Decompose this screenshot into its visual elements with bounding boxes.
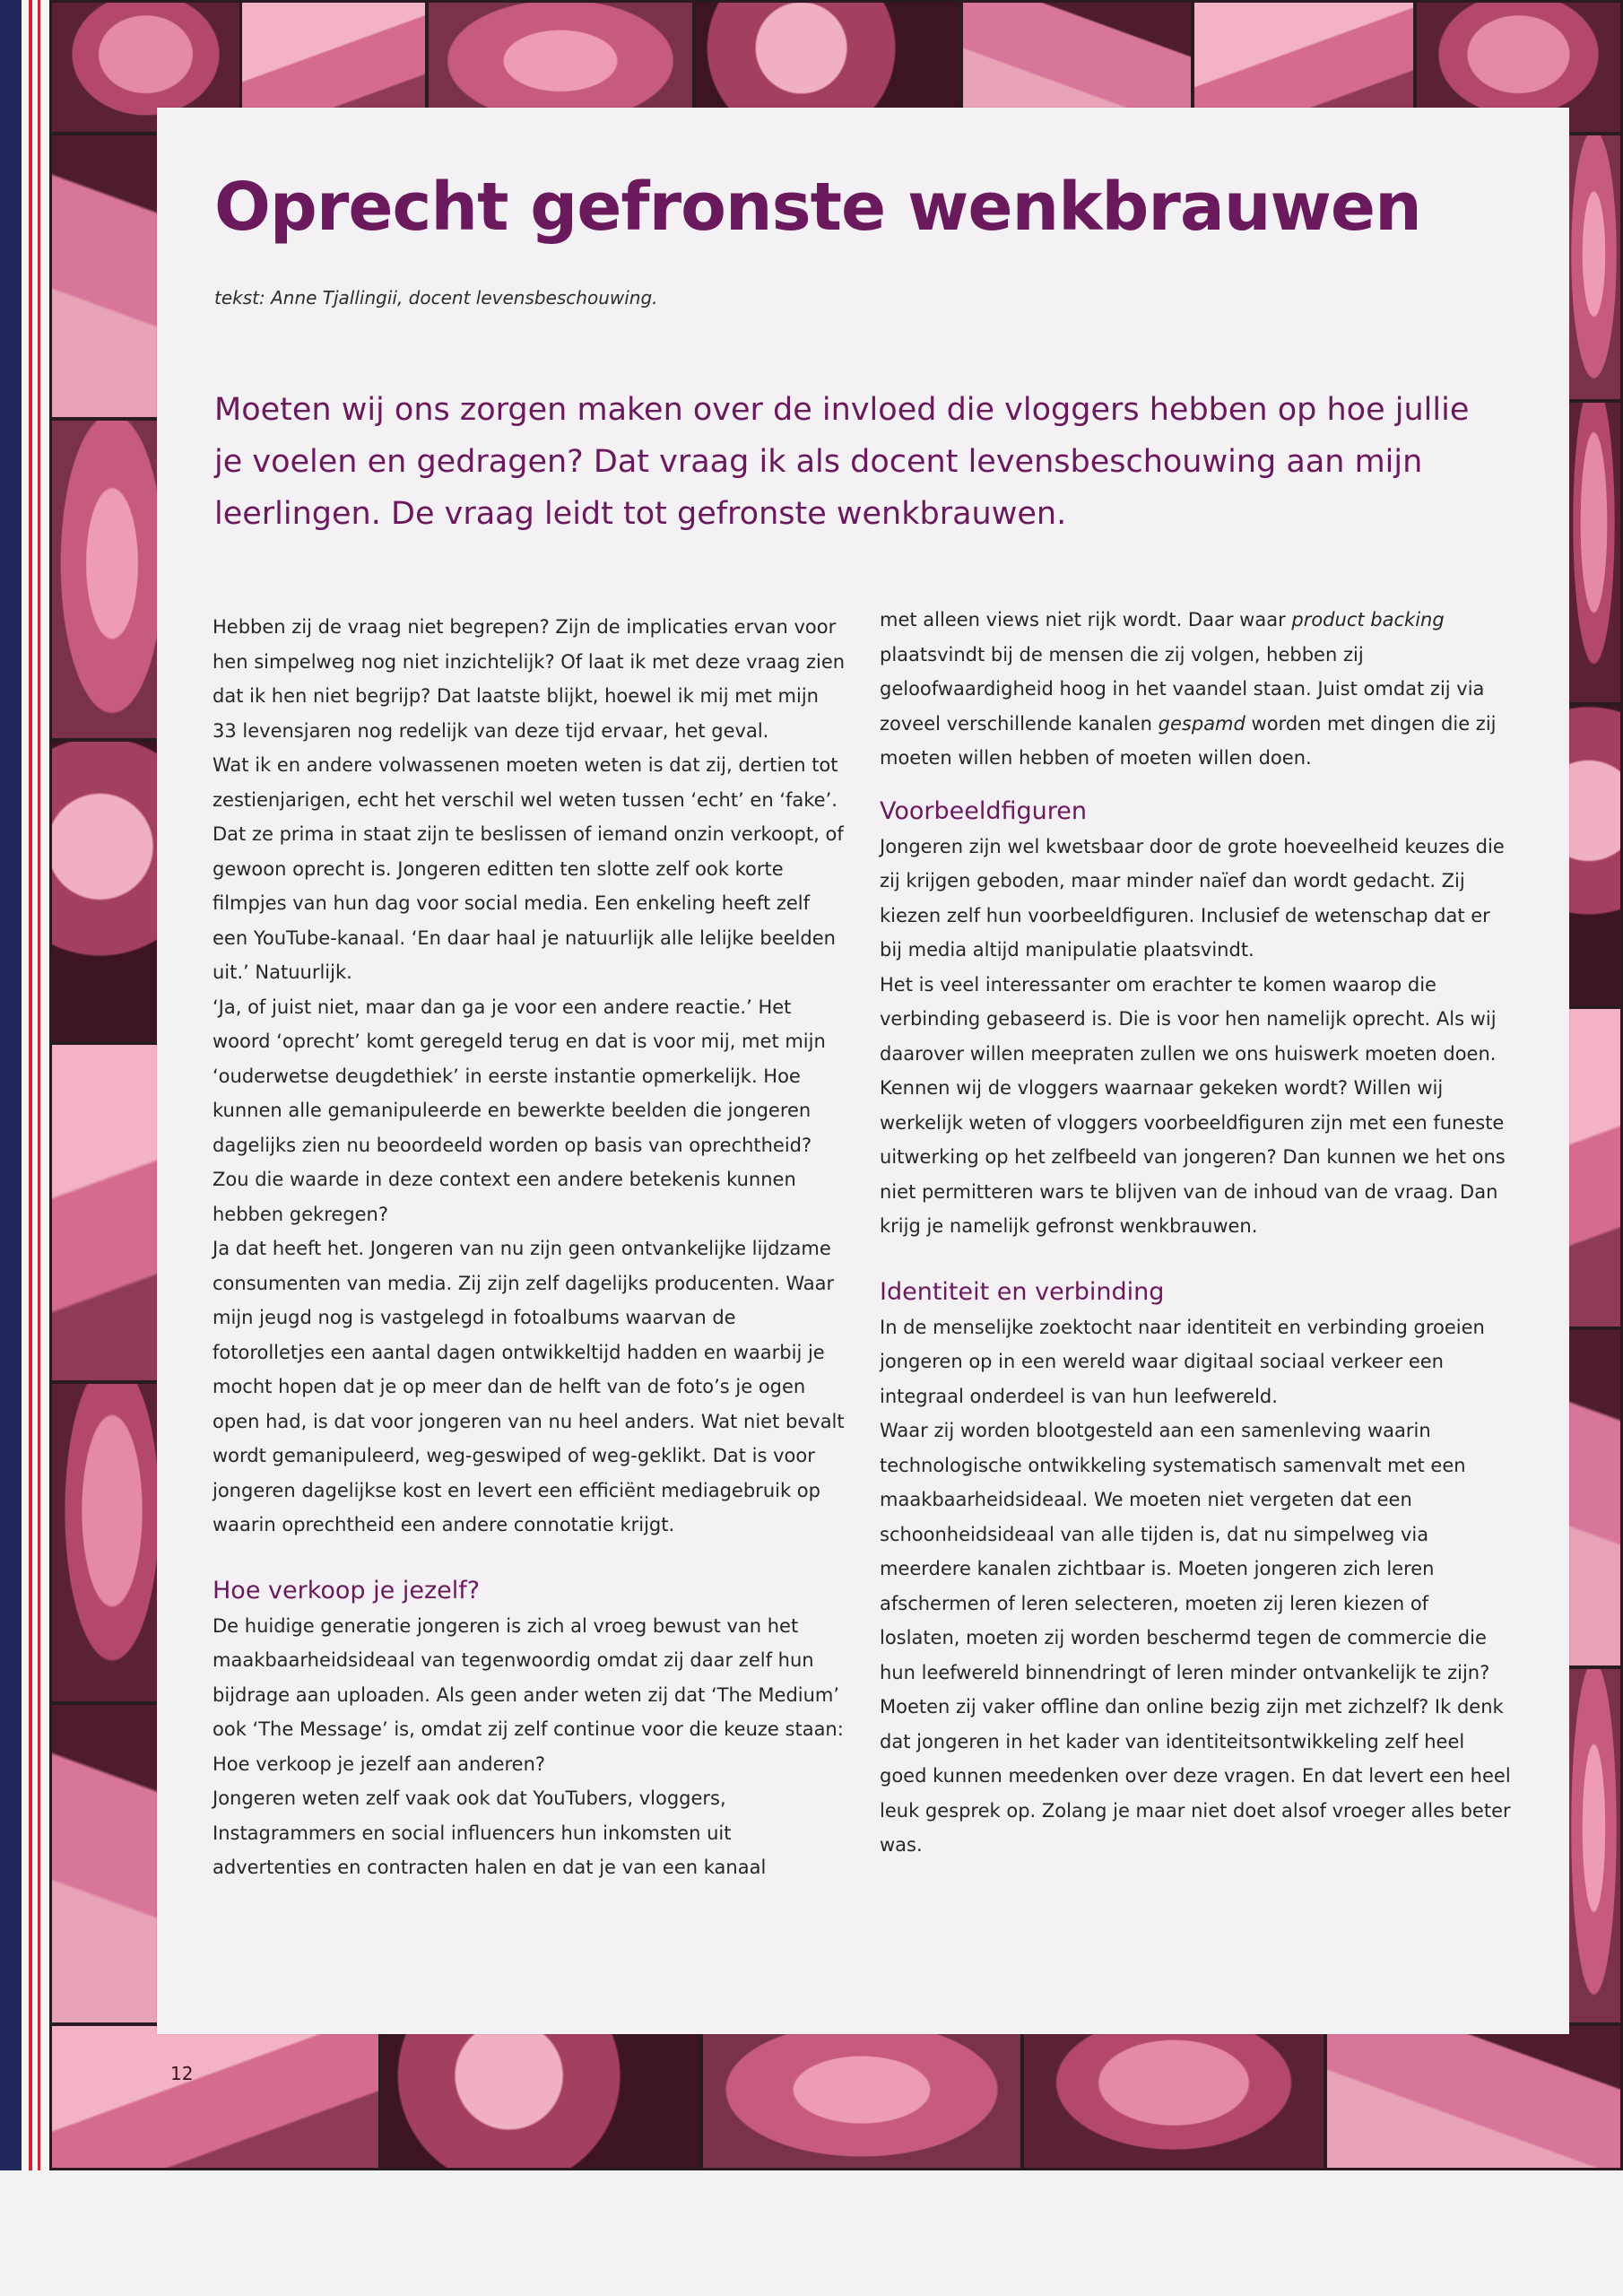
- article-column-left: [213, 610, 847, 1885]
- emphasis-text: gespamd: [1158, 712, 1245, 735]
- photo-tile: [1565, 133, 1623, 402]
- binding-red-stripe: [29, 0, 32, 2170]
- paragraph-text: plaatsvindt bij de mensen die zij volgen, hebben zij geloofwaardigheid hoog in het vaandel staan. Juist omdat zij via zoveel verschillende kanalen: [880, 643, 1485, 735]
- section-heading: Voorbeeldfiguren: [880, 796, 1088, 825]
- photo-tile: [49, 2023, 381, 2170]
- photo-tile: [1565, 400, 1623, 705]
- paragraph: In de menselijke zoektocht naar identiteit en verbinding groeien jongeren op in een wereld waar digitaal sociaal verkeer een integraal onderdeel is van hun leefwereld.: [880, 1316, 1485, 1407]
- photo-tile: [49, 1381, 175, 1704]
- binding-red-stripe: [38, 0, 40, 2170]
- paragraph-text: met alleen views niet rijk wordt. Daar waar: [880, 609, 1292, 631]
- paragraph: ‘Ja, of juist niet, maar dan ga je voor een andere reactie.’ Het woord ‘oprecht’ komt geregeld terug en dat is voor mij, met mijn ‘ouderwetse deugdethiek’ in eerste instantie opmerkelijk. Hoe kunnen alle gemanipuleerde en bewerkte beelden die jongeren dagelijks zien nu beoordeeld worden op basis van oprechtheid? Zou die waarde in deze context een andere betekenis kunnen hebben gekregen?: [213, 996, 826, 1225]
- article-title: Oprecht gefronste wenkbrauwen: [214, 169, 1421, 246]
- article-column-right: [880, 603, 1515, 1863]
- article-intro: Moeten wij ons zorgen maken over de invloed die vloggers hebben op hoe jullie je voelen en gedragen? Dat vraag ik als docent levensbeschouwing aan mijn leerlingen. De vraag leidt tot gefronste wenkbrauwen.: [214, 392, 1470, 532]
- photo-tile: [700, 2023, 1023, 2170]
- section-heading: Identiteit en verbinding: [880, 1277, 1165, 1306]
- paragraph: Waar zij worden blootgesteld aan een samenleving waarin technologische ontwikkeling systematisch samenvalt met een maakbaarheidsideaal. We moeten niet vergeten dat een schoonheidsideaal van alle tijden is, dat nu simpelweg via meerdere kanalen zichtbaar is. Moeten jongeren zich leren afschermen of leren selecteren, moeten zij leren kiezen of loslaten, moeten zij worden beschermd tegen de commercie die hun leefwereld binnendringt of leren minder ontvankelijk te zijn? Moeten zij vaker offline dan online bezig zijn met zichzelf? Ik denk dat jongeren in het kader van identiteitsontwikkeling zelf heel goed kunnen meedenken over deze vragen. En dat levert een heel leuk gesprek op. Zolang je maar niet doet alsof vroeger alles beter was.: [880, 1420, 1511, 1856]
- paragraph: Het is veel interessanter om erachter te komen waarop die verbinding gebaseerd is. Die is voor hen namelijk oprecht. Als wij daarover willen meepraten zullen we ons huiswerk moeten doen. Kennen wij de vloggers waarnaar gekeken wordt? Willen wij werkelijk weten of vloggers voorbeeldfiguren zijn met een funeste uitwerking op het zelfbeeld van jongeren? Dan kunnen we het ons niet permitteren wars te blijven van de inhoud van de vraag. Dan krijg je namelijk gefronst wenkbrauwen.: [880, 973, 1506, 1237]
- photo-tile: [1565, 1006, 1623, 1329]
- photo-tile: [1565, 1666, 1623, 2025]
- paragraph: [880, 603, 1515, 776]
- article-panel: [157, 108, 1569, 2034]
- page-number: 12: [170, 2063, 194, 2084]
- emphasis-text: product backing: [1291, 609, 1445, 631]
- section-heading: Hoe verkoop je jezelf?: [213, 1576, 481, 1605]
- paragraph: Wat ik en andere volwassenen moeten weten is dat zij, dertien tot zestienjarigen, echt het verschil wel weten tussen ‘echt’ en ‘fake’. Dat ze prima in staat zijn te beslissen of iemand onzin verkoopt, of gewoon oprecht is. Jongeren editten ten slotte zelf ook korte filmpjes van hun dag voor social media. Een enkeling heeft zelf een YouTube-kanaal. ‘En daar haal je natuurlijk alle lelijke beelden uit.’ Natuurlijk.: [213, 754, 844, 983]
- paragraph: De huidige generatie jongeren is zich al vroeg bewust van het maakbaarheidsideaal van tegenwoordig omdat zij daar zelf hun bijdrage aan uploaden. Als geen ander weten zij dat ‘The Medium’ ook ‘The Message’ is, omdat zij zelf continue voor die keuze staan: Hoe verkoop je jezelf aan anderen?: [213, 1614, 844, 1775]
- binding-navy-stripe: [0, 0, 22, 2170]
- paragraph-text: worden met dingen die zij moeten willen hebben of moeten willen doen.: [880, 712, 1497, 769]
- photo-tile: [49, 133, 175, 420]
- photo-tile: [49, 418, 175, 741]
- photo-tile: [1565, 1327, 1623, 1668]
- paragraph: Hebben zij de vraag niet begrepen? Zijn de implicaties ervan voor hen simpelweg nog niet inzichtelijk? Of laat ik met deze vraag zien dat ik hen niet begrijp? Dat laatste blijkt, hoewel ik mij met mijn 33 levensjaren nog redelijk van deze tijd ervaar, het geval.: [213, 616, 846, 742]
- photo-tile: [49, 739, 175, 1044]
- photo-tile: [1324, 2023, 1623, 2170]
- photo-tile: [379, 2023, 702, 2170]
- paragraph: Jongeren weten zelf vaak ook dat YouTubers, vloggers, Instagrammers en social influencers hun inkomsten uit advertenties en contracten halen en dat je van een kanaal: [213, 1787, 767, 1878]
- photo-tile: [1021, 2023, 1326, 2170]
- photo-tile: [49, 1702, 175, 2025]
- paragraph: Ja dat heeft het. Jongeren van nu zijn geen ontvankelijke lijdzame consumenten van media. Zij zijn zelf dagelijks producenten. Waar mijn jeugd nog is vastgelegd in fotoalbums waarvan de fotorolletjes een aantal dagen ontwikkeltijd hadden en waarbij je mocht hopen dat je op meer dan de helft van de foto’s je ogen open had, is dat voor jongeren van nu heel anders. Wat niet bevalt wordt gemanipuleerd, weg-geswiped of weg-geklikt. Dat is voor jongeren dagelijkse kost en levert een efficiënt mediagebruik op waarin oprechtheid een andere connotatie krijgt.: [213, 1238, 845, 1535]
- photo-tile: [1565, 703, 1623, 1008]
- photo-tile: [49, 1042, 175, 1383]
- page-binding-stripes: [0, 0, 49, 2170]
- article-byline: tekst: Anne Tjallingii, docent levensbeschouwing.: [214, 287, 658, 309]
- paragraph: Jongeren zijn wel kwetsbaar door de grote hoeveelheid keuzes die zij krijgen geboden, maar minder naïef dan wordt gedacht. Zij kiezen zelf hun voorbeeldfiguren. Inclusief de wetenschap dat er bij media altijd manipulatie plaatsvindt.: [880, 835, 1505, 961]
